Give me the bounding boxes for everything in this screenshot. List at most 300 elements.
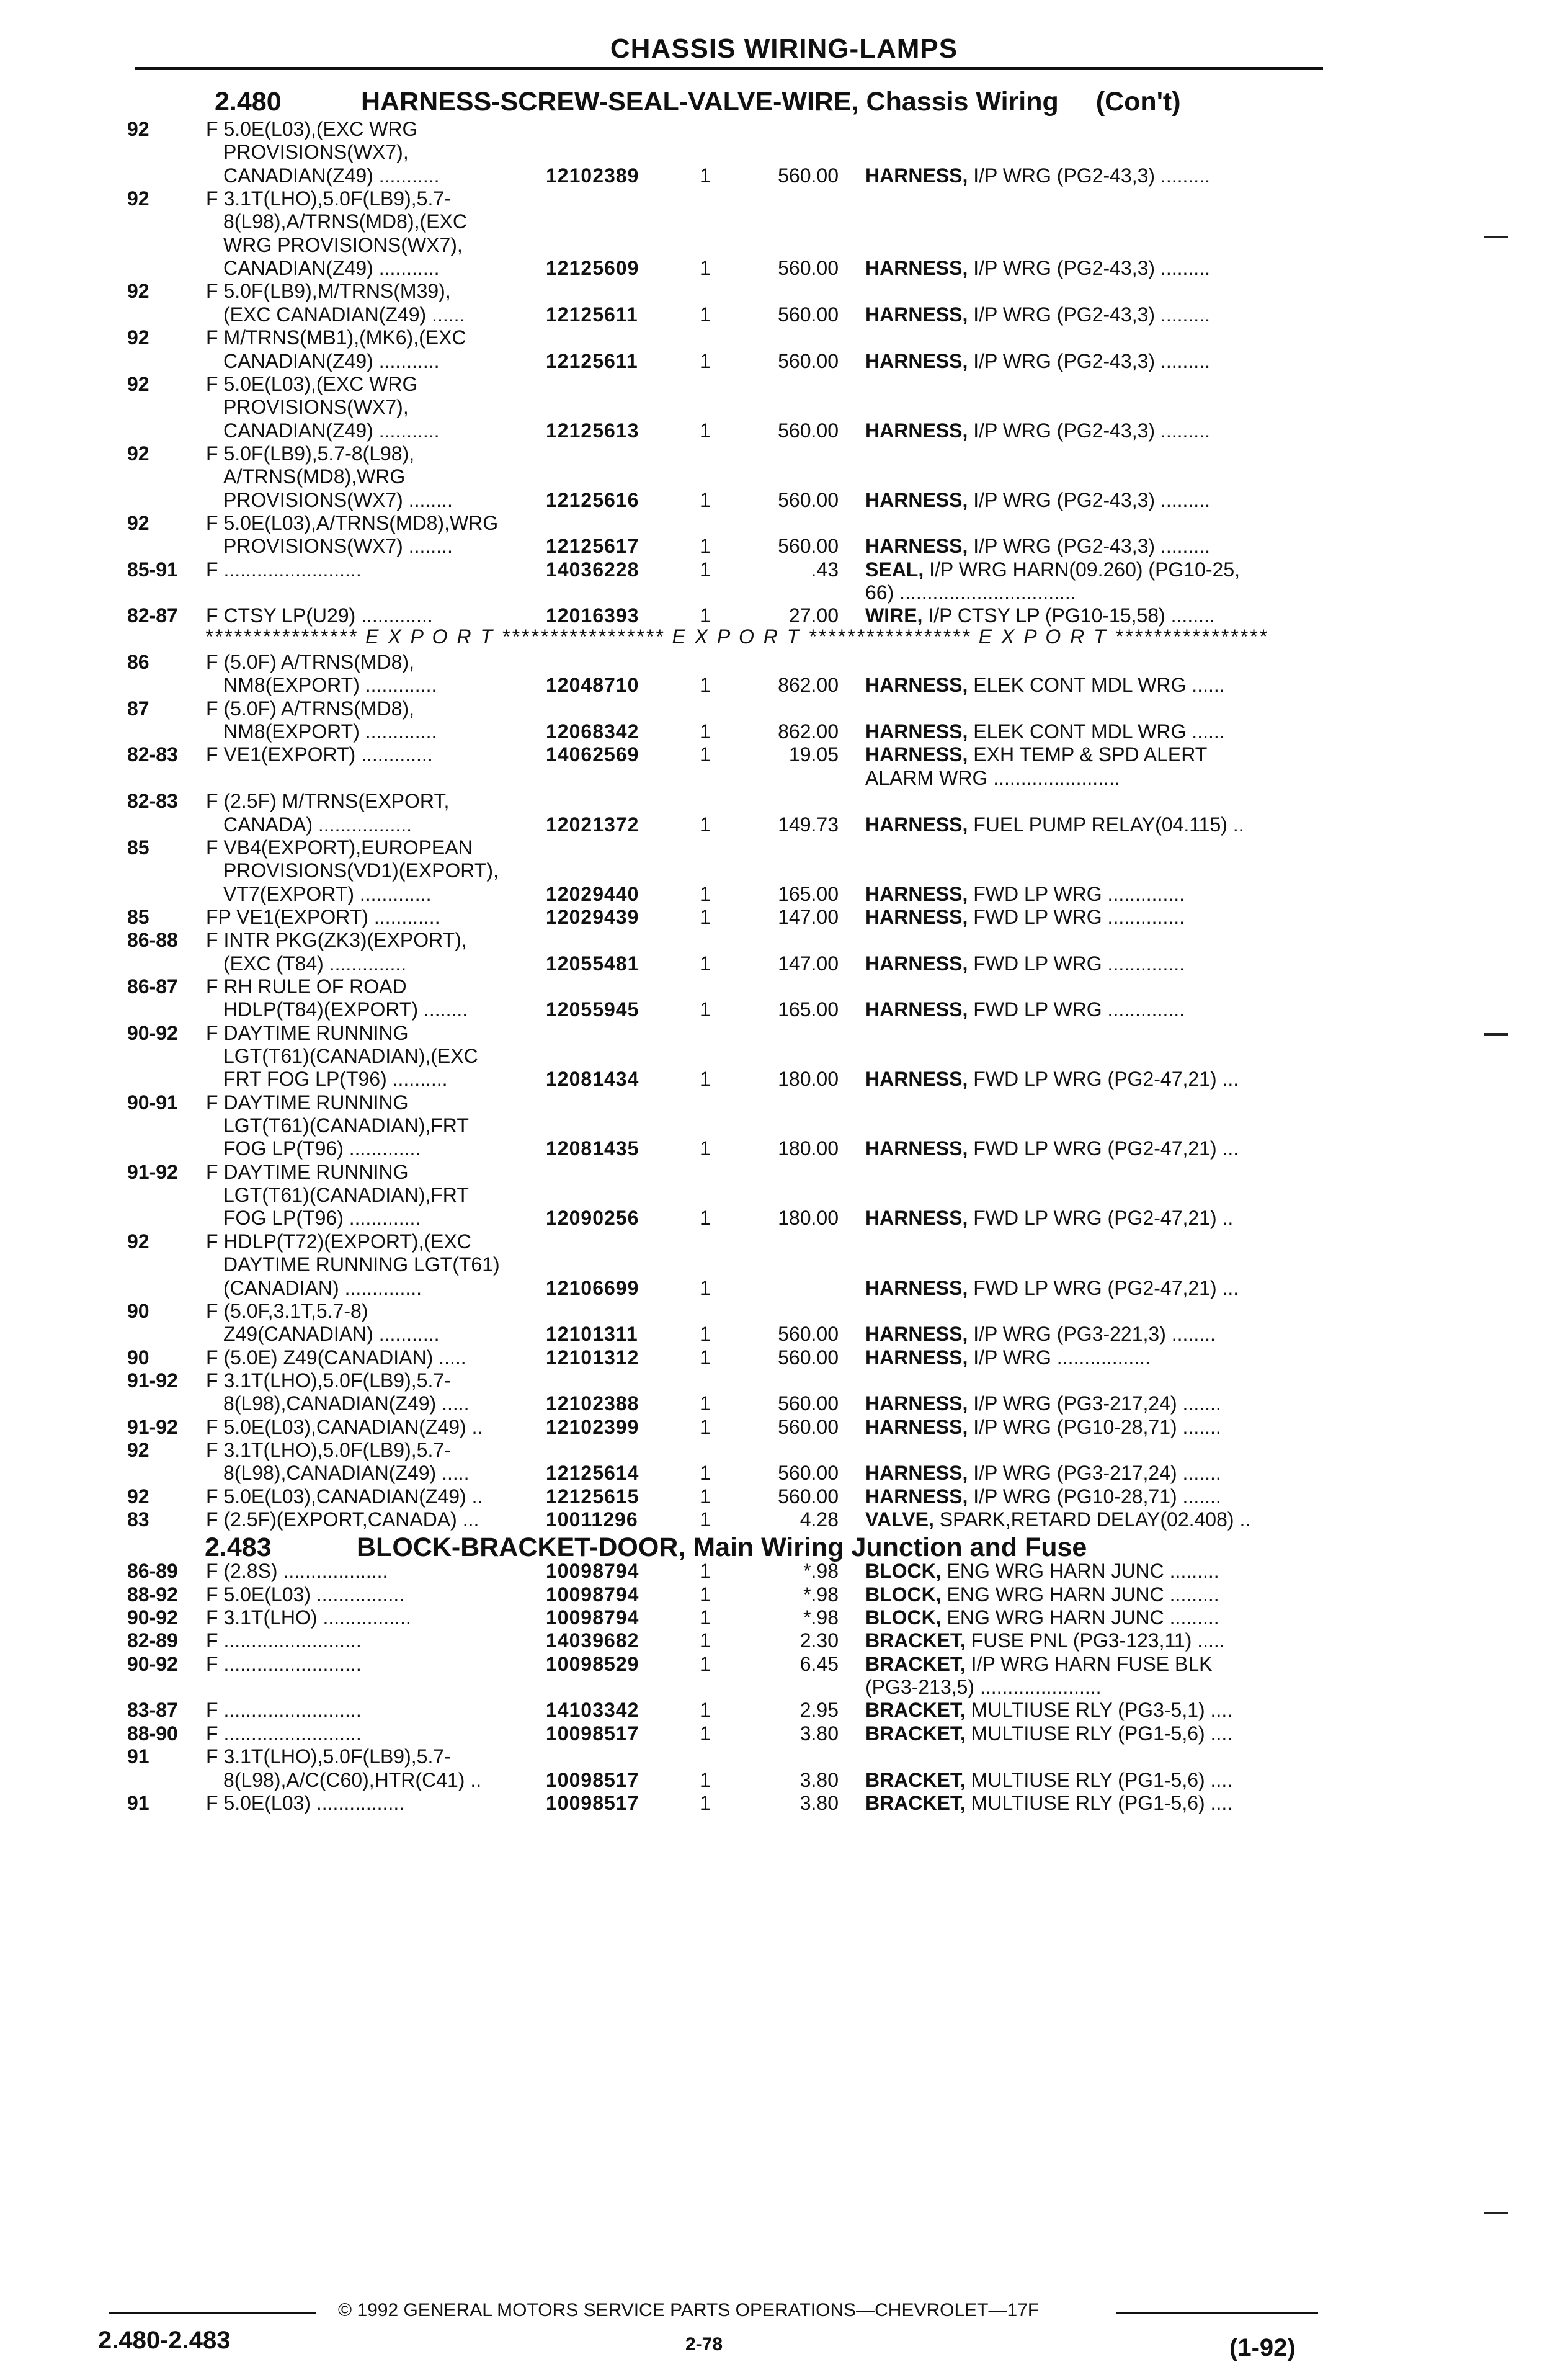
part-number: 10098529 bbox=[546, 1652, 639, 1675]
usage-description: F DAYTIME RUNNING bbox=[206, 1021, 409, 1044]
list-item bbox=[0, 929, 1568, 952]
part-name-detail: ELEK CONT MDL WRG ...... bbox=[968, 674, 1225, 697]
model-years: 92 bbox=[127, 118, 149, 140]
part-name-detail: MULTIUSE RLY (PG1-5,6) .... bbox=[965, 1768, 1233, 1791]
footer-rule-right bbox=[1116, 2312, 1318, 2314]
quantity: 1 bbox=[700, 164, 711, 187]
part-name-detail: FWD LP WRG .............. bbox=[968, 882, 1185, 905]
part-name bbox=[865, 257, 1210, 280]
part-name bbox=[865, 1629, 1225, 1652]
usage-description: F 5.0E(L03),(EXC WRG bbox=[206, 118, 418, 140]
part-number: 12055481 bbox=[546, 952, 639, 975]
list-item bbox=[0, 1583, 1568, 1606]
part-name-noun: BRACKET, bbox=[865, 1722, 966, 1745]
list-item bbox=[0, 1508, 1568, 1531]
part-number: 12102388 bbox=[546, 1392, 639, 1415]
part-name-detail: FUEL PUMP RELAY(04.115) .. bbox=[968, 813, 1244, 836]
part-name-detail: ENG WRG HARN JUNC ......... bbox=[941, 1583, 1219, 1606]
usage-description: F INTR PKG(ZK3)(EXPORT), bbox=[206, 929, 467, 952]
quantity: 1 bbox=[700, 419, 711, 442]
usage-description: NM8(EXPORT) ............. bbox=[223, 674, 437, 697]
part-number: 10098517 bbox=[546, 1722, 639, 1745]
part-name-noun: HARNESS, bbox=[865, 419, 968, 442]
part-name-detail: I/P WRG (PG2-43,3) ......... bbox=[968, 257, 1210, 280]
list-item bbox=[0, 187, 1568, 210]
part-name bbox=[865, 883, 1185, 906]
usage-description: F (5.0E) Z49(CANADIAN) ..... bbox=[206, 1346, 466, 1369]
quantity: 1 bbox=[700, 813, 711, 836]
list-item bbox=[0, 118, 1568, 141]
part-number: 12106699 bbox=[546, 1276, 639, 1299]
part-name-noun: HARNESS, bbox=[865, 1276, 968, 1299]
part-name bbox=[865, 1676, 1102, 1699]
list-item bbox=[0, 1606, 1568, 1629]
usage-description: F ......................... bbox=[206, 1699, 362, 1722]
quantity: 1 bbox=[700, 1722, 711, 1745]
list-item bbox=[0, 674, 1568, 697]
part-number: 10098794 bbox=[546, 1606, 639, 1629]
part-name-noun: HARNESS, bbox=[865, 1207, 968, 1230]
list-item bbox=[0, 1346, 1568, 1369]
part-name bbox=[865, 1392, 1221, 1415]
part-name bbox=[865, 1722, 1232, 1745]
section-title-text: HARNESS-SCREW-SEAL-VALVE-WIRE, Chassis Wiring bbox=[361, 87, 1059, 117]
usage-description: F 5.0E(L03) ................ bbox=[206, 1791, 405, 1814]
list-item bbox=[0, 906, 1568, 929]
part-name-detail: I/P WRG (PG2-43,3) ......... bbox=[968, 303, 1210, 326]
list-item bbox=[0, 1369, 1568, 1392]
quantity: 1 bbox=[700, 1560, 711, 1583]
part-number: 10011296 bbox=[546, 1508, 638, 1531]
part-name-detail: MULTIUSE RLY (PG3-5,1) .... bbox=[965, 1699, 1233, 1722]
usage-description: F ......................... bbox=[206, 1629, 362, 1652]
list-item bbox=[0, 1184, 1568, 1207]
quantity: 1 bbox=[700, 303, 711, 326]
part-name-detail: FWD LP WRG (PG2-47,21) ... bbox=[968, 1276, 1239, 1299]
part-name-detail: ELEK CONT MDL WRG ...... bbox=[968, 720, 1225, 743]
part-name-noun: SEAL, bbox=[865, 558, 924, 581]
model-years: 83-87 bbox=[127, 1699, 178, 1722]
part-number: 12125615 bbox=[546, 1485, 639, 1508]
model-years: 86-88 bbox=[127, 929, 178, 952]
part-name-detail: ALARM WRG ....................... bbox=[865, 766, 1120, 789]
model-years: 85-91 bbox=[127, 558, 178, 581]
section-continued: (Con't) bbox=[1095, 87, 1181, 117]
list-item bbox=[0, 234, 1568, 257]
usage-description: HDLP(T84)(EXPORT) ........ bbox=[223, 998, 468, 1021]
usage-description: Z49(CANADIAN) ........... bbox=[223, 1323, 440, 1346]
list-price: *.98 bbox=[803, 1583, 839, 1606]
part-name-noun: HARNESS, bbox=[865, 1346, 968, 1369]
list-item bbox=[0, 210, 1568, 233]
part-name bbox=[865, 1583, 1219, 1606]
part-name bbox=[865, 1137, 1239, 1160]
list-item bbox=[0, 651, 1568, 674]
part-name-noun: BLOCK, bbox=[865, 1560, 942, 1583]
part-name bbox=[865, 1606, 1219, 1629]
list-price: 560.00 bbox=[778, 1485, 839, 1508]
list-item bbox=[0, 743, 1568, 766]
quantity: 1 bbox=[700, 604, 711, 627]
part-name bbox=[865, 720, 1225, 743]
list-price: 560.00 bbox=[778, 1462, 839, 1485]
usage-description: F (5.0F) A/TRNS(MD8), bbox=[206, 651, 415, 674]
part-name bbox=[865, 998, 1185, 1021]
quantity: 1 bbox=[700, 720, 711, 743]
list-item bbox=[0, 1699, 1568, 1722]
usage-description: F HDLP(T72)(EXPORT),(EXC bbox=[206, 1230, 471, 1253]
part-name-noun: HARNESS, bbox=[865, 1485, 968, 1508]
list-item bbox=[0, 1722, 1568, 1745]
model-years: 90 bbox=[127, 1346, 149, 1369]
part-number: 12016393 bbox=[546, 604, 639, 627]
model-years: 86 bbox=[127, 651, 149, 674]
part-number: 12048710 bbox=[546, 674, 639, 697]
quantity: 1 bbox=[700, 558, 711, 581]
usage-description: VT7(EXPORT) ............. bbox=[223, 882, 432, 905]
part-name-noun: HARNESS, bbox=[865, 1392, 968, 1415]
part-number: 12125611 bbox=[546, 349, 638, 372]
part-name-noun: BRACKET, bbox=[865, 1629, 966, 1652]
list-item bbox=[0, 350, 1568, 373]
list-price: 165.00 bbox=[778, 882, 839, 905]
quantity: 1 bbox=[700, 998, 711, 1021]
usage-description: F ......................... bbox=[206, 558, 362, 581]
list-price: 180.00 bbox=[778, 1068, 839, 1091]
part-number: 14039682 bbox=[546, 1629, 639, 1652]
list-price: 862.00 bbox=[778, 720, 839, 743]
model-years: 86-89 bbox=[127, 1560, 178, 1583]
part-name bbox=[865, 535, 1210, 558]
list-item bbox=[0, 975, 1568, 998]
part-name-detail: I/P WRG HARN(09.260) (PG10-25, bbox=[924, 558, 1241, 581]
list-price: 3.80 bbox=[800, 1791, 839, 1814]
usage-description: F (2.5F)(EXPORT,CANADA) ... bbox=[206, 1508, 479, 1531]
list-item bbox=[0, 512, 1568, 535]
part-number: 12125613 bbox=[546, 419, 639, 442]
margin-mark bbox=[1484, 2212, 1508, 2214]
model-years: 92 bbox=[127, 372, 149, 395]
usage-description: CANADIAN(Z49) ........... bbox=[223, 257, 440, 280]
list-item bbox=[0, 1068, 1568, 1091]
list-price: 560.00 bbox=[778, 1415, 839, 1438]
model-years: 82-83 bbox=[127, 743, 178, 766]
part-name bbox=[865, 1560, 1219, 1583]
part-name bbox=[865, 813, 1244, 836]
part-name bbox=[865, 303, 1210, 326]
part-name bbox=[865, 604, 1215, 627]
part-number: 14036228 bbox=[546, 558, 639, 581]
quantity: 1 bbox=[700, 1791, 711, 1814]
part-number: 10098794 bbox=[546, 1560, 639, 1583]
list-item bbox=[0, 465, 1568, 488]
list-price: 560.00 bbox=[778, 419, 839, 442]
quantity: 1 bbox=[700, 1323, 711, 1346]
model-years: 91 bbox=[127, 1791, 149, 1814]
part-name bbox=[865, 674, 1225, 697]
list-item bbox=[0, 1653, 1568, 1676]
usage-description: (EXC (T84) .............. bbox=[223, 952, 407, 975]
part-name-noun: HARNESS, bbox=[865, 905, 968, 928]
part-name-noun: BLOCK, bbox=[865, 1606, 942, 1629]
model-years: 90-92 bbox=[127, 1606, 178, 1629]
model-years: 82-89 bbox=[127, 1629, 178, 1652]
part-name bbox=[865, 1485, 1221, 1508]
part-name-detail: I/P CTSY LP (PG10-15,58) ........ bbox=[922, 604, 1215, 627]
quantity: 1 bbox=[700, 1415, 711, 1438]
part-name-detail: SPARK,RETARD DELAY(02.408) .. bbox=[933, 1508, 1251, 1531]
list-price: 27.00 bbox=[788, 604, 839, 627]
part-name bbox=[865, 350, 1210, 373]
part-number: 12090256 bbox=[546, 1207, 639, 1230]
list-price: 19.05 bbox=[788, 743, 839, 766]
part-name-noun: HARNESS, bbox=[865, 1068, 968, 1091]
usage-description: FOG LP(T96) ............. bbox=[223, 1137, 421, 1160]
part-name-noun: HARNESS, bbox=[865, 743, 968, 766]
quantity: 1 bbox=[700, 1629, 711, 1652]
quantity: 1 bbox=[700, 1068, 711, 1091]
list-item bbox=[0, 1416, 1568, 1439]
usage-description: F 3.1T(LHO),5.0F(LB9),5.7- bbox=[206, 1745, 451, 1768]
model-years: 92 bbox=[127, 442, 149, 465]
model-years: 92 bbox=[127, 511, 149, 534]
section-number: 2.480 bbox=[215, 87, 282, 117]
section-number: 2.483 bbox=[205, 1532, 272, 1563]
usage-description: 8(L98),CANADIAN(Z49) ..... bbox=[223, 1392, 470, 1415]
part-name bbox=[865, 1508, 1250, 1531]
part-name-detail: I/P WRG HARN FUSE BLK bbox=[965, 1652, 1213, 1675]
part-name bbox=[865, 952, 1185, 975]
list-item bbox=[0, 1392, 1568, 1415]
quantity: 1 bbox=[700, 1462, 711, 1485]
part-name-noun: BLOCK, bbox=[865, 1583, 942, 1606]
list-price: 3.80 bbox=[800, 1722, 839, 1745]
list-price: 180.00 bbox=[778, 1137, 839, 1160]
part-name bbox=[865, 1699, 1232, 1722]
part-name-detail: FWD LP WRG .............. bbox=[968, 998, 1185, 1021]
usage-description: F 3.1T(LHO),5.0F(LB9),5.7- bbox=[206, 1438, 451, 1461]
quantity: 1 bbox=[700, 674, 711, 697]
usage-description: F CTSY LP(U29) ............. bbox=[206, 604, 433, 627]
part-name-detail: I/P WRG (PG3-217,24) ....... bbox=[968, 1462, 1221, 1485]
model-years: 92 bbox=[127, 280, 149, 303]
list-price: 147.00 bbox=[778, 952, 839, 975]
part-name bbox=[865, 1207, 1233, 1230]
quantity: 1 bbox=[700, 1699, 711, 1722]
list-item bbox=[0, 1230, 1568, 1253]
list-price: 2.30 bbox=[800, 1629, 839, 1652]
part-name-detail: FWD LP WRG (PG2-47,21) .. bbox=[968, 1207, 1234, 1230]
usage-description: PROVISIONS(WX7), bbox=[223, 141, 409, 164]
usage-description: FOG LP(T96) ............. bbox=[223, 1207, 421, 1230]
part-number: 12101311 bbox=[546, 1323, 638, 1346]
usage-description: CANADIAN(Z49) ........... bbox=[223, 349, 440, 372]
quantity: 1 bbox=[700, 1392, 711, 1415]
export-banner: **************** E X P O R T ***************** E X P O R T ***************** E X P O R T **************** bbox=[205, 625, 1268, 648]
list-item bbox=[0, 1022, 1568, 1045]
part-name-noun: HARNESS, bbox=[865, 257, 968, 280]
part-name-noun: HARNESS, bbox=[865, 303, 968, 326]
usage-description: F 5.0E(L03) ................ bbox=[206, 1583, 405, 1606]
list-item bbox=[0, 1161, 1568, 1184]
part-number: 12125616 bbox=[546, 488, 639, 511]
model-years: 90-92 bbox=[127, 1652, 178, 1675]
part-name bbox=[865, 1792, 1232, 1815]
list-item bbox=[0, 558, 1568, 581]
part-name bbox=[865, 1653, 1212, 1676]
model-years: 82-87 bbox=[127, 604, 178, 627]
list-item bbox=[0, 1045, 1568, 1068]
part-number: 12125609 bbox=[546, 257, 639, 280]
part-name-detail: I/P WRG (PG2-43,3) ......... bbox=[968, 349, 1210, 372]
list-item bbox=[0, 257, 1568, 280]
list-item bbox=[0, 1485, 1568, 1508]
part-name-noun: HARNESS, bbox=[865, 1462, 968, 1485]
part-name bbox=[865, 419, 1210, 442]
part-name-detail: MULTIUSE RLY (PG1-5,6) .... bbox=[965, 1722, 1233, 1745]
list-item bbox=[0, 813, 1568, 836]
list-item bbox=[0, 1462, 1568, 1485]
section-title-text: BLOCK-BRACKET-DOOR, Main Wiring Junction and Fuse bbox=[357, 1532, 1087, 1563]
part-name-noun: BRACKET, bbox=[865, 1791, 966, 1814]
part-name-detail: I/P WRG (PG10-28,71) ....... bbox=[968, 1415, 1221, 1438]
part-name bbox=[865, 489, 1210, 512]
list-item bbox=[0, 1629, 1568, 1652]
list-item bbox=[0, 1114, 1568, 1137]
model-years: 91-92 bbox=[127, 1415, 178, 1438]
quantity: 1 bbox=[700, 1346, 711, 1369]
part-name-noun: HARNESS, bbox=[865, 535, 968, 558]
margin-mark bbox=[1484, 236, 1508, 238]
list-price: 560.00 bbox=[778, 349, 839, 372]
list-item bbox=[0, 952, 1568, 975]
usage-description: F (5.0F,3.1T,5.7-8) bbox=[206, 1299, 368, 1322]
usage-description: 8(L98),A/C(C60),HTR(C41) .. bbox=[223, 1768, 482, 1791]
part-name bbox=[865, 767, 1120, 790]
quantity: 1 bbox=[700, 1583, 711, 1606]
usage-description: A/TRNS(MD8),WRG bbox=[223, 465, 406, 488]
list-price: 862.00 bbox=[778, 674, 839, 697]
part-number: 12068342 bbox=[546, 720, 639, 743]
part-number: 12125611 bbox=[546, 303, 638, 326]
usage-description: LGT(T61)(CANADIAN),FRT bbox=[223, 1114, 469, 1137]
part-name-detail: ENG WRG HARN JUNC ......... bbox=[941, 1606, 1219, 1629]
list-price: 2.95 bbox=[800, 1699, 839, 1722]
part-name-noun: HARNESS, bbox=[865, 349, 968, 372]
list-item bbox=[0, 535, 1568, 558]
list-item bbox=[0, 1323, 1568, 1346]
part-name-detail: FWD LP WRG (PG2-47,21) ... bbox=[968, 1068, 1239, 1091]
list-item bbox=[0, 1792, 1568, 1815]
part-name-noun: HARNESS, bbox=[865, 164, 968, 187]
usage-description: 8(L98),CANADIAN(Z49) ..... bbox=[223, 1462, 470, 1485]
list-price: 560.00 bbox=[778, 303, 839, 326]
usage-description: F ......................... bbox=[206, 1722, 362, 1745]
model-years: 85 bbox=[127, 905, 149, 928]
list-item bbox=[0, 1207, 1568, 1230]
part-number: 12101312 bbox=[546, 1346, 639, 1369]
model-years: 83 bbox=[127, 1508, 149, 1531]
footer-edition: (1-92) bbox=[1229, 2334, 1296, 2361]
list-item bbox=[0, 1253, 1568, 1276]
part-name-noun: BRACKET, bbox=[865, 1699, 966, 1722]
list-item bbox=[0, 419, 1568, 442]
usage-description: (CANADIAN) .............. bbox=[223, 1276, 422, 1299]
part-name-noun: HARNESS, bbox=[865, 1323, 968, 1346]
footer-section-range: 2.480-2.483 bbox=[98, 2327, 231, 2354]
part-number: 12055945 bbox=[546, 998, 639, 1021]
part-number: 12102389 bbox=[546, 164, 639, 187]
part-number: 12021372 bbox=[546, 813, 639, 836]
usage-description: F VE1(EXPORT) ............. bbox=[206, 743, 433, 766]
list-item bbox=[0, 489, 1568, 512]
list-item bbox=[0, 1745, 1568, 1768]
list-price: 3.80 bbox=[800, 1768, 839, 1791]
part-number: 14103342 bbox=[546, 1699, 639, 1722]
list-item bbox=[0, 303, 1568, 326]
list-item bbox=[0, 373, 1568, 396]
usage-description: PROVISIONS(WX7) ........ bbox=[223, 488, 453, 511]
list-price: 560.00 bbox=[778, 1323, 839, 1346]
usage-description: F ......................... bbox=[206, 1652, 362, 1675]
quantity: 1 bbox=[700, 349, 711, 372]
list-item bbox=[0, 1137, 1568, 1160]
part-name-detail: I/P WRG (PG2-43,3) ......... bbox=[968, 419, 1210, 442]
part-name bbox=[865, 1346, 1151, 1369]
usage-description: PROVISIONS(VD1)(EXPORT), bbox=[223, 859, 499, 882]
list-item bbox=[0, 859, 1568, 882]
header-rule bbox=[135, 67, 1323, 70]
usage-description: F 3.1T(LHO),5.0F(LB9),5.7- bbox=[206, 1369, 451, 1392]
part-name-detail: I/P WRG (PG2-43,3) ......... bbox=[968, 535, 1210, 558]
quantity: 1 bbox=[700, 257, 711, 280]
usage-description: WRG PROVISIONS(WX7), bbox=[223, 233, 463, 256]
model-years: 91-92 bbox=[127, 1160, 178, 1183]
model-years: 88-92 bbox=[127, 1583, 178, 1606]
part-name-noun: HARNESS, bbox=[865, 998, 968, 1021]
usage-description: F 3.1T(LHO),5.0F(LB9),5.7- bbox=[206, 187, 451, 210]
quantity: 1 bbox=[700, 882, 711, 905]
part-number: 10098517 bbox=[546, 1791, 639, 1814]
list-item bbox=[0, 1277, 1568, 1300]
usage-description: F DAYTIME RUNNING bbox=[206, 1091, 409, 1114]
quantity: 1 bbox=[700, 488, 711, 511]
margin-mark bbox=[1484, 1033, 1508, 1036]
usage-description: LGT(T61)(CANADIAN),(EXC bbox=[223, 1045, 478, 1067]
usage-description: DAYTIME RUNNING LGT(T61) bbox=[223, 1253, 500, 1276]
list-item bbox=[0, 697, 1568, 720]
part-name-detail: I/P WRG (PG10-28,71) ....... bbox=[968, 1485, 1221, 1508]
part-number: 10098517 bbox=[546, 1768, 639, 1791]
quantity: 1 bbox=[700, 1606, 711, 1629]
model-years: 92 bbox=[127, 326, 149, 349]
part-number: 12029440 bbox=[546, 882, 639, 905]
section-heading-2483 bbox=[205, 1532, 1087, 1563]
part-name-noun: HARNESS, bbox=[865, 674, 968, 697]
quantity: 1 bbox=[700, 1137, 711, 1160]
part-name-noun: HARNESS, bbox=[865, 1137, 968, 1160]
list-item bbox=[0, 396, 1568, 419]
usage-description: F 5.0E(L03),CANADIAN(Z49) .. bbox=[206, 1415, 483, 1438]
quantity: 1 bbox=[700, 1276, 711, 1299]
model-years: 86-87 bbox=[127, 975, 178, 998]
page-title: CHASSIS WIRING-LAMPS bbox=[610, 34, 958, 64]
list-price: 147.00 bbox=[778, 905, 839, 928]
usage-description: FRT FOG LP(T96) .......... bbox=[223, 1068, 448, 1091]
part-name bbox=[865, 743, 1207, 766]
part-number: 10098794 bbox=[546, 1583, 639, 1606]
list-price: *.98 bbox=[803, 1606, 839, 1629]
